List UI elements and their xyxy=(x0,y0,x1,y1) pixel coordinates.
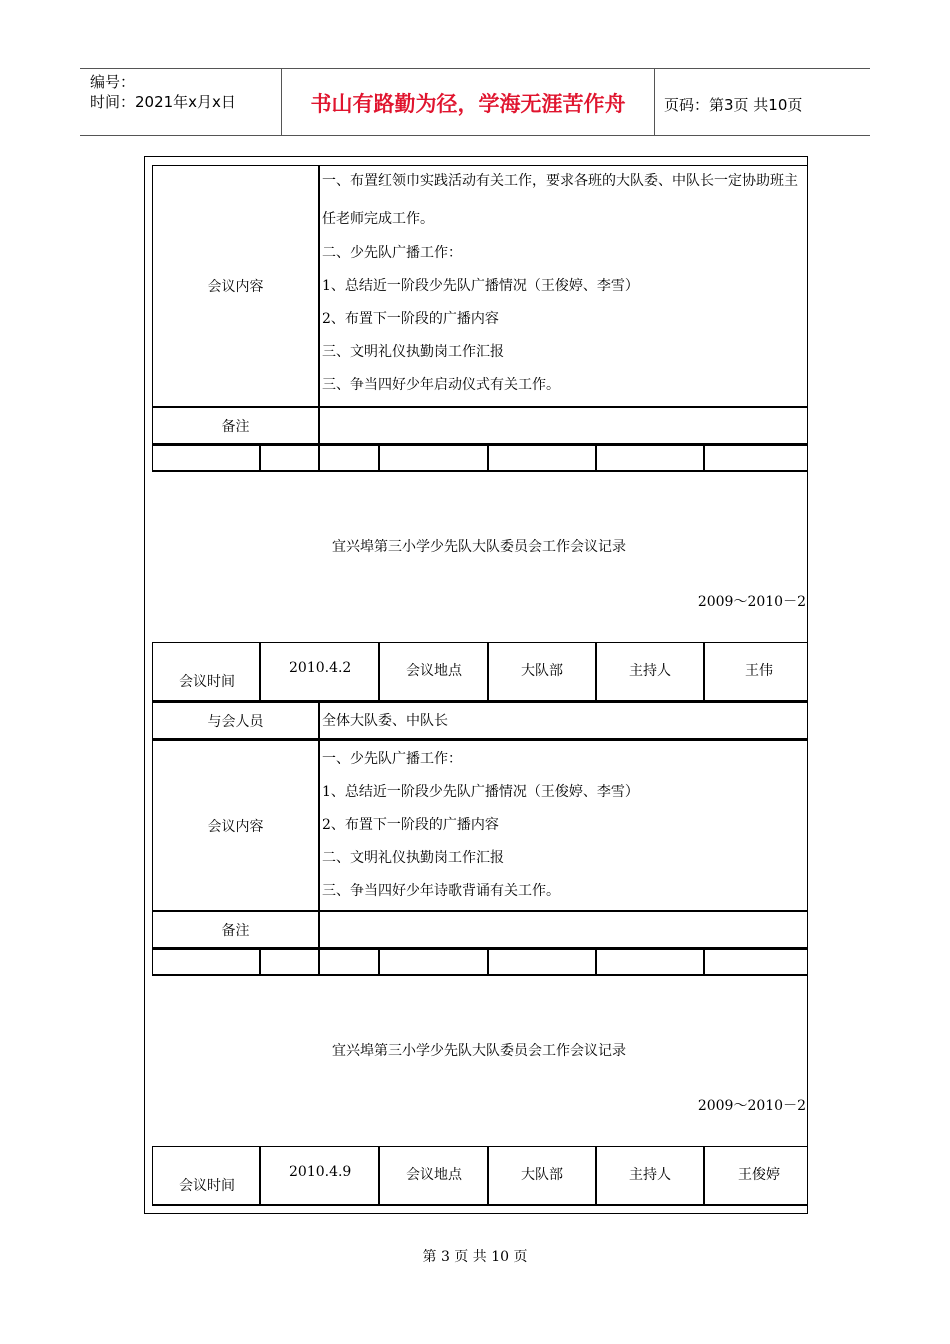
meeting-host-label: 主持人 xyxy=(629,1167,671,1183)
meeting-place-label-cell xyxy=(379,1146,489,1206)
meeting-content-cell xyxy=(319,165,808,408)
page-footer: 第 3 页 共 10 页 xyxy=(422,1249,528,1265)
meeting-host-cell xyxy=(704,642,808,702)
empty-cell xyxy=(488,445,597,472)
empty-cell xyxy=(319,445,380,472)
meeting-place-label: 会议地点 xyxy=(406,663,462,679)
record-term: 2009～2010－2 xyxy=(697,594,806,610)
record-term: 2009～2010－2 xyxy=(697,1098,806,1114)
remarks-cell xyxy=(319,407,808,445)
document-number-label: 编号： xyxy=(90,73,136,91)
meeting-host-label: 主持人 xyxy=(629,663,671,679)
content-line: 三、文明礼仪执勤岗工作汇报 xyxy=(322,344,504,360)
meeting-content-label: 会议内容 xyxy=(207,279,264,295)
content-line: 2、布置下一阶段的广播内容 xyxy=(322,817,499,833)
empty-cell xyxy=(379,445,489,472)
header-bottom-rule xyxy=(80,135,870,136)
attendees-label-cell xyxy=(152,702,320,740)
empty-cell xyxy=(319,949,380,976)
document-date: 时间：2021年x月x日 xyxy=(90,93,236,111)
empty-cell xyxy=(704,445,808,472)
content-line: 一、少先队广播工作： xyxy=(322,751,462,767)
meeting-content-label-cell xyxy=(152,165,320,408)
header-top-rule xyxy=(80,68,870,69)
content-line: 1、总结近一阶段少先队广播情况（王俊婷、李雪） xyxy=(322,784,639,800)
content-line: 三、争当四好少年启动仪式有关工作。 xyxy=(322,377,560,393)
meeting-host-label-cell xyxy=(596,1146,705,1206)
meeting-place-value: 大队部 xyxy=(521,1167,563,1183)
meeting-host-value: 王伟 xyxy=(745,663,773,679)
meeting-time-cell xyxy=(260,642,380,702)
content-line: 二、文明礼仪执勤岗工作汇报 xyxy=(322,850,504,866)
content-line: 一、布置红领巾实践活动有关工作，要求各班的大队委、中队长一定协助班主 xyxy=(322,173,798,189)
remarks-label: 备注 xyxy=(221,418,250,435)
meeting-time-label-cell xyxy=(152,642,261,702)
meeting-time-label: 会议时间 xyxy=(179,674,235,690)
empty-cell xyxy=(704,949,808,976)
meeting-host-value: 王俊婷 xyxy=(738,1167,780,1183)
remarks-cell xyxy=(319,911,808,949)
empty-cell xyxy=(379,949,489,976)
attendees-value: 全体大队委、中队长 xyxy=(322,713,448,729)
empty-cell xyxy=(596,949,705,976)
remarks-label: 备注 xyxy=(221,922,250,939)
empty-cell xyxy=(260,445,320,472)
header-divider-right xyxy=(654,68,655,136)
meeting-content-label: 会议内容 xyxy=(207,818,264,835)
meeting-time-value: 2010.4.2 xyxy=(289,660,352,676)
content-line: 二、少先队广播工作： xyxy=(322,245,462,261)
record-title: 宜兴埠第三小学少先队大队委员会工作会议记录 xyxy=(332,539,626,555)
content-line: 2、布置下一阶段的广播内容 xyxy=(322,311,499,327)
meeting-host-label-cell xyxy=(596,642,705,702)
meeting-place-value: 大队部 xyxy=(521,663,563,679)
meeting-time-label: 会议时间 xyxy=(179,1178,235,1194)
meeting-place-label: 会议地点 xyxy=(406,1167,462,1183)
empty-cell xyxy=(152,949,261,976)
header-divider-left xyxy=(281,68,282,136)
meeting-place-cell xyxy=(488,642,597,702)
meeting-place-label-cell xyxy=(379,642,489,702)
empty-cell xyxy=(596,445,705,472)
meeting-time-cell xyxy=(260,1146,380,1206)
attendees-cell xyxy=(319,702,808,740)
meeting-host-cell xyxy=(704,1146,808,1206)
meeting-time-label-cell xyxy=(152,1146,261,1206)
meeting-time-value: 2010.4.9 xyxy=(289,1164,352,1180)
content-line: 1、总结近一阶段少先队广播情况（王俊婷、李雪） xyxy=(322,278,639,294)
meeting-content-cell xyxy=(319,740,808,912)
header-page-number: 页码：第3页 共10页 xyxy=(664,96,803,114)
content-line: 三、争当四好少年诗歌背诵有关工作。 xyxy=(322,883,560,899)
attendees-label: 与会人员 xyxy=(207,713,264,730)
content-line: 任老师完成工作。 xyxy=(322,211,434,227)
remarks-label-cell xyxy=(152,911,320,949)
meeting-content-label-cell xyxy=(152,740,320,912)
header-motto: 书山有路勤为径，学海无涯苦作舟 xyxy=(310,92,626,116)
meeting-place-cell xyxy=(488,1146,597,1206)
empty-cell xyxy=(260,949,320,976)
record-title: 宜兴埠第三小学少先队大队委员会工作会议记录 xyxy=(332,1043,626,1059)
remarks-label-cell xyxy=(152,407,320,445)
empty-cell xyxy=(152,445,261,472)
empty-cell xyxy=(488,949,597,976)
